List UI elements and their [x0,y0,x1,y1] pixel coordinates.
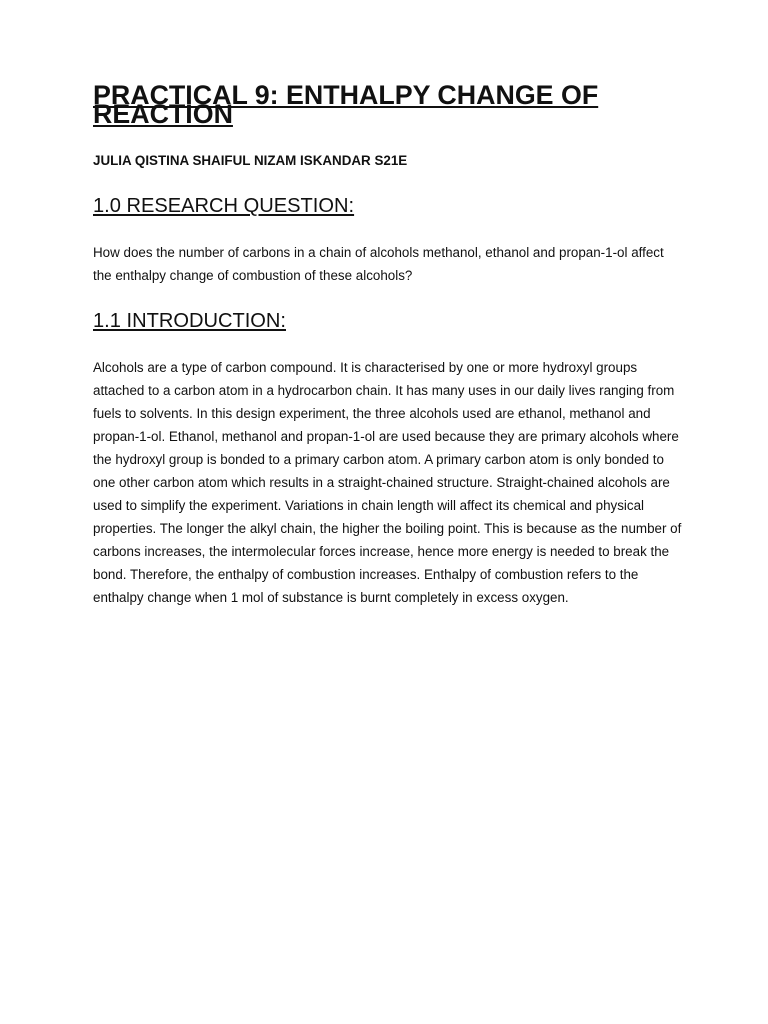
introduction-text: Alcohols are a type of carbon compound. It is characterised by one or more hydroxyl groups attached to a carbon atom in a hydrocarbon chain. It has many uses in our daily lives ranging from fuels to solvents. In this design experiment, the three alcohols used are ethanol, methanol and propan-1-ol. Ethanol, methanol and propan-1-ol are used because they are primary alcohols where the hydroxyl group is bonded to a primary carbon atom. A primary carbon atom is only bonded to one other carbon atom which results in a straight-chained structure. Straight-chained alcohols are used to simplify the experiment. Variations in chain length will affect its chemical and physical properties. The longer the alkyl chain, the higher the boiling point. This is because as the number of carbons increases, the intermolecular forces increase, hence more energy is needed to break the bond. Therefore, the enthalpy of combustion increases. Enthalpy of combustion refers to the enthalpy change when 1 mol of substance is burnt completely in excess oxygen. [93,360,682,605]
section-heading-research-question: 1.0 RESEARCH QUESTION: [93,195,355,217]
research-question-text: How does the number of carbons in a chain of alcohols methanol, ethanol and propan-1-ol affect the enthalpy change of combustion of these alcohols? [93,245,664,283]
section-heading-introduction: 1.1 INTRODUCTION: [93,310,286,332]
author-line: JULIA QISTINA SHAIFUL NIZAM ISKANDAR S21E [93,153,408,168]
document-title: PRACTICAL 9: ENTHALPY CHANGE OF REACTION [93,80,599,129]
document-page [93,80,683,609]
